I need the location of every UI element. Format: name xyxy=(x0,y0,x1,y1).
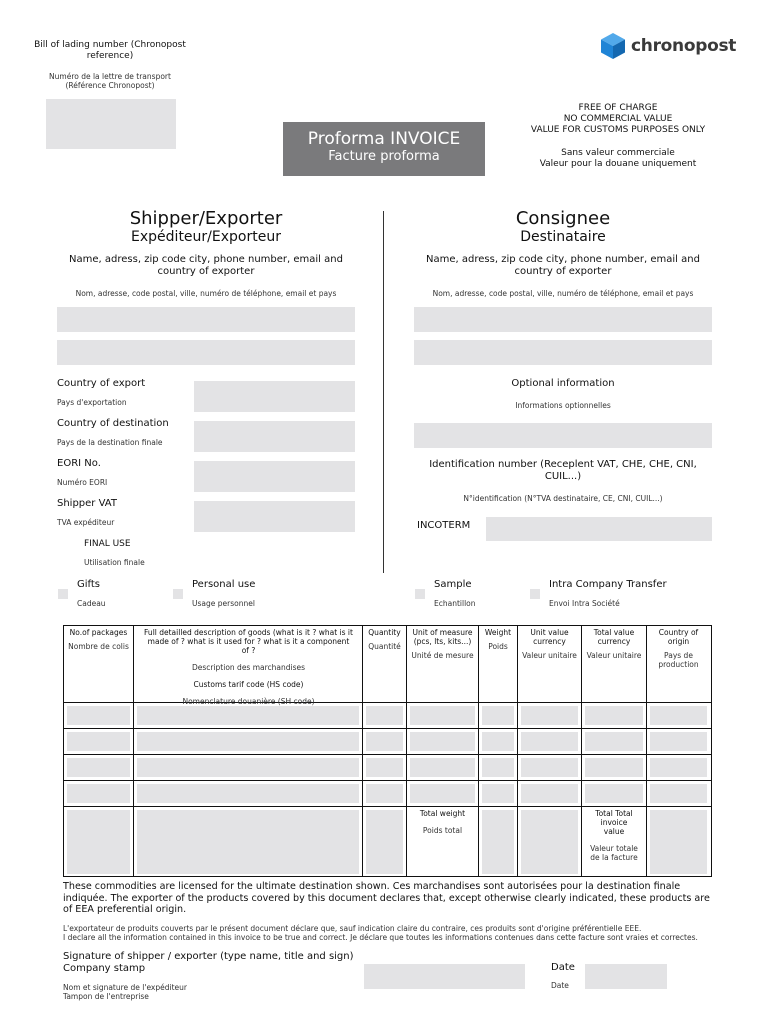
bill-of-lading-title: Bill of lading number (Chronopost reference) xyxy=(34,40,186,61)
header-packages-label: No.of packages xyxy=(69,628,128,637)
signature-sub: Nom et signature de l'expéditeur xyxy=(63,983,187,992)
row-1-weight-cell[interactable] xyxy=(482,706,514,725)
consignee-title: Consignee xyxy=(515,208,611,229)
row-1-unit-value-cell[interactable] xyxy=(521,706,578,725)
incoterm-input[interactable] xyxy=(486,517,712,541)
country-of-export-input[interactable] xyxy=(194,381,355,412)
row-4-total-value-cell[interactable] xyxy=(585,784,643,803)
row-3-unit-value-cell[interactable] xyxy=(521,758,578,777)
charge-line-1: FREE OF CHARGE xyxy=(578,103,658,113)
row-4-origin-cell[interactable] xyxy=(650,784,707,803)
optional-info-input[interactable] xyxy=(414,423,712,448)
declaration-text: These commodities are licensed for the ultimate destination shown. Ces marchandises sont autorisées pour la destination finale indiquée. The exporter of the products covered by this document declares that, except otherwise clearly indicated, these products are of EEA preferential origin. xyxy=(63,881,710,915)
total-invoice-sub: Valeur totale de la facture xyxy=(590,844,638,862)
shipper-title: Shipper/Exporter xyxy=(129,208,283,229)
personal-use-checkbox[interactable] xyxy=(173,589,183,599)
header-quantity xyxy=(363,628,406,651)
row-4-packages-cell[interactable] xyxy=(67,784,130,803)
header-weight-label: Weight xyxy=(484,628,512,637)
header-unit-measure xyxy=(407,628,478,660)
row-2-description-cell[interactable] xyxy=(137,732,359,751)
chronopost-cube-icon xyxy=(600,32,626,60)
row-4-quantity-cell[interactable] xyxy=(366,784,403,803)
row-1-unit-cell[interactable] xyxy=(410,706,475,725)
charge-fr-1: Sans valeur commerciale xyxy=(561,148,675,158)
signature-label: Signature of shipper / exporter (type name, title and sign) xyxy=(63,951,354,962)
intra-company-label: Intra Company Transfer xyxy=(549,579,667,590)
table-column-line xyxy=(133,626,134,876)
identification-label: Identification number (Receplent VAT, CHE, CHE, CNI, CUIL...) xyxy=(429,459,697,482)
final-use-sub: Utilisation finale xyxy=(84,558,145,567)
header-unit-measure-label: Unit of measure (pcs, lts, kits...) xyxy=(412,628,473,646)
header-description-label: Full detailled description of goods (what is it ? what is it made of ? what is it used for ? what is it a component of ? xyxy=(144,628,353,655)
header-packages-sub: Nombre de colis xyxy=(68,642,129,651)
header-origin-label: Country of origin xyxy=(658,628,699,646)
final-use-label: FINAL USE xyxy=(84,539,131,549)
gifts-checkbox[interactable] xyxy=(58,589,68,599)
header-total-value xyxy=(582,628,646,660)
header-unit-value-label: Unit value currency xyxy=(530,628,569,646)
row-4-weight-cell[interactable] xyxy=(482,784,514,803)
signature-input[interactable] xyxy=(364,964,525,989)
sample-label: Sample xyxy=(434,579,472,590)
row-2-unit-value-cell[interactable] xyxy=(521,732,578,751)
row-2-total-value-cell[interactable] xyxy=(585,732,643,751)
row-1-description-cell[interactable] xyxy=(137,706,359,725)
intra-company-sub: Envoi Intra Société xyxy=(549,599,620,608)
row-4-unit-value-cell[interactable] xyxy=(521,784,578,803)
header-tariff-sub: Nomenclature douanière (SH code) xyxy=(182,697,315,706)
shipper-subtitle: Expéditeur/Exporteur xyxy=(131,229,281,245)
table-column-line xyxy=(406,626,407,876)
identification-sub: N°identification (N°TVA destinataire, CE, CNI, CUIL...) xyxy=(463,494,663,503)
total-quantity-cell[interactable] xyxy=(366,810,403,874)
total-weight-cell[interactable] xyxy=(482,810,514,874)
sample-sub: Echantillon xyxy=(434,599,476,608)
row-3-packages-cell[interactable] xyxy=(67,758,130,777)
charge-line-3: VALUE FOR CUSTOMS PURPOSES ONLY xyxy=(530,125,706,135)
row-2-origin-cell[interactable] xyxy=(650,732,707,751)
date-label: Date xyxy=(551,962,575,973)
shipper-vat-sub: TVA expéditeur xyxy=(57,518,115,527)
personal-use-sub: Usage personnel xyxy=(192,599,255,608)
shipper-address-line-2[interactable] xyxy=(57,340,355,365)
charge-fr-2: Valeur pour la douane uniquement xyxy=(539,159,697,169)
bill-of-lading-subtitle: Numéro de la lettre de transport (Référence Chronopost) xyxy=(49,72,171,90)
country-of-destination-label: Country of destination xyxy=(57,418,169,429)
declaration-fr-2: I declare all the information contained in this invoice to be true and correct. Je déclare que toutes les informations contenues dans cette facture sont vraies et correctes. xyxy=(63,933,698,942)
header-unit-value-sub: Valeur unitaire xyxy=(522,651,577,660)
row-1-packages-cell[interactable] xyxy=(67,706,130,725)
header-quantity-sub: Quantité xyxy=(368,642,401,651)
optional-info-label: Optional information xyxy=(511,378,615,389)
row-2-unit-cell[interactable] xyxy=(410,732,475,751)
gifts-label: Gifts xyxy=(77,579,101,590)
shipper-instructions: Name, adress, zip code city, phone number, email and country of exporter xyxy=(69,254,343,277)
consignee-instructions-fr: Nom, adresse, code postal, ville, numéro de téléphone, email et pays xyxy=(432,289,694,298)
row-3-quantity-cell[interactable] xyxy=(366,758,403,777)
personal-use-label: Personal use xyxy=(192,579,256,590)
header-origin-sub: Pays de production xyxy=(658,651,699,669)
header-total-value-sub: Valeur unitaire xyxy=(586,651,642,660)
gifts-sub: Cadeau xyxy=(77,599,106,608)
chronopost-logo xyxy=(600,32,736,60)
goods-table xyxy=(63,625,712,877)
row-3-unit-cell[interactable] xyxy=(410,758,475,777)
invoice-title: Proforma INVOICE xyxy=(307,129,461,149)
invoice-subtitle: Facture proforma xyxy=(328,149,440,164)
consignee-address-line-2[interactable] xyxy=(414,340,712,365)
eori-label: EORI No. xyxy=(57,458,101,469)
bill-of-lading-input[interactable] xyxy=(46,99,176,149)
total-weight-sub: Poids total xyxy=(422,826,463,835)
total-unit-value-cell[interactable] xyxy=(521,810,578,874)
total-packages-cell[interactable] xyxy=(67,810,130,874)
shipper-address-line-1[interactable] xyxy=(57,307,355,332)
row-3-weight-cell[interactable] xyxy=(482,758,514,777)
table-column-line xyxy=(362,626,363,876)
total-description-cell[interactable] xyxy=(137,810,359,874)
eori-input[interactable] xyxy=(194,461,355,492)
total-invoice-label: Total Total invoice value xyxy=(595,809,633,836)
total-weight-label: Total weight xyxy=(419,809,466,818)
consignee-instructions: Name, adress, zip code city, phone number, email and country of exporter xyxy=(426,254,700,277)
table-column-line xyxy=(517,626,518,876)
header-description xyxy=(135,628,362,706)
table-row-line xyxy=(64,806,711,807)
consignee-subtitle: Destinataire xyxy=(520,229,606,245)
table-row-line xyxy=(64,780,711,781)
total-weight-label-group xyxy=(407,809,478,835)
charge-line-2: NO COMMERCIAL VALUE xyxy=(563,114,673,124)
shipper-instructions-fr: Nom, adresse, code postal, ville, numéro de téléphone, email et pays xyxy=(75,289,337,298)
row-2-quantity-cell[interactable] xyxy=(366,732,403,751)
date-input[interactable] xyxy=(585,964,667,989)
eori-sub: Numéro EORI xyxy=(57,478,108,487)
row-3-origin-cell[interactable] xyxy=(650,758,707,777)
row-3-total-value-cell[interactable] xyxy=(585,758,643,777)
company-stamp-label: Company stamp xyxy=(63,963,146,974)
company-stamp-sub: Tampon de l'entreprise xyxy=(63,992,149,1001)
charge-notes xyxy=(508,103,728,170)
header-unit-measure-sub: Unité de mesure xyxy=(411,651,474,660)
row-1-quantity-cell[interactable] xyxy=(366,706,403,725)
header-weight xyxy=(479,628,517,651)
row-1-total-value-cell[interactable] xyxy=(585,706,643,725)
country-of-destination-input[interactable] xyxy=(194,421,355,452)
header-unit-value xyxy=(518,628,581,660)
country-of-export-sub: Pays d'exportation xyxy=(57,398,127,407)
country-of-export-label: Country of export xyxy=(57,378,146,389)
consignee-address-line-1[interactable] xyxy=(414,307,712,332)
row-2-packages-cell[interactable] xyxy=(67,732,130,751)
date-sub: Date xyxy=(551,981,569,990)
total-invoice-label-group xyxy=(582,809,646,862)
table-row-line xyxy=(64,754,711,755)
total-origin-cell[interactable] xyxy=(650,810,707,874)
incoterm-label: INCOTERM xyxy=(417,520,471,531)
column-divider xyxy=(383,211,384,573)
header-origin xyxy=(647,628,710,669)
header-total-value-label: Total value currency xyxy=(593,628,635,646)
row-2-weight-cell[interactable] xyxy=(482,732,514,751)
row-4-unit-cell[interactable] xyxy=(410,784,475,803)
header-packages xyxy=(64,628,133,651)
optional-info-sub: Informations optionnelles xyxy=(515,401,611,410)
declaration-fr-1: L'exportateur de produits couverts par le présent document déclare que, sauf indication claire du contraire, ces produits sont d'origine préférentielle EEE. xyxy=(63,924,642,933)
sample-checkbox[interactable] xyxy=(415,589,425,599)
row-4-description-cell[interactable] xyxy=(137,784,359,803)
shipper-vat-input[interactable] xyxy=(194,501,355,532)
table-row-line xyxy=(64,728,711,729)
header-tariff-label: Customs tarif code (HS code) xyxy=(193,680,304,689)
intra-company-checkbox[interactable] xyxy=(530,589,540,599)
header-description-sub: Description des marchandises xyxy=(191,663,306,672)
row-3-description-cell[interactable] xyxy=(137,758,359,777)
row-1-origin-cell[interactable] xyxy=(650,706,707,725)
header-quantity-label: Quantity xyxy=(368,628,401,637)
brand-name: chronopost xyxy=(631,36,737,56)
shipper-vat-label: Shipper VAT xyxy=(57,498,117,509)
header-weight-sub: Poids xyxy=(488,642,508,651)
country-of-destination-sub: Pays de la destination finale xyxy=(57,438,163,447)
invoice-title-box xyxy=(283,122,485,176)
table-column-line xyxy=(478,626,479,876)
